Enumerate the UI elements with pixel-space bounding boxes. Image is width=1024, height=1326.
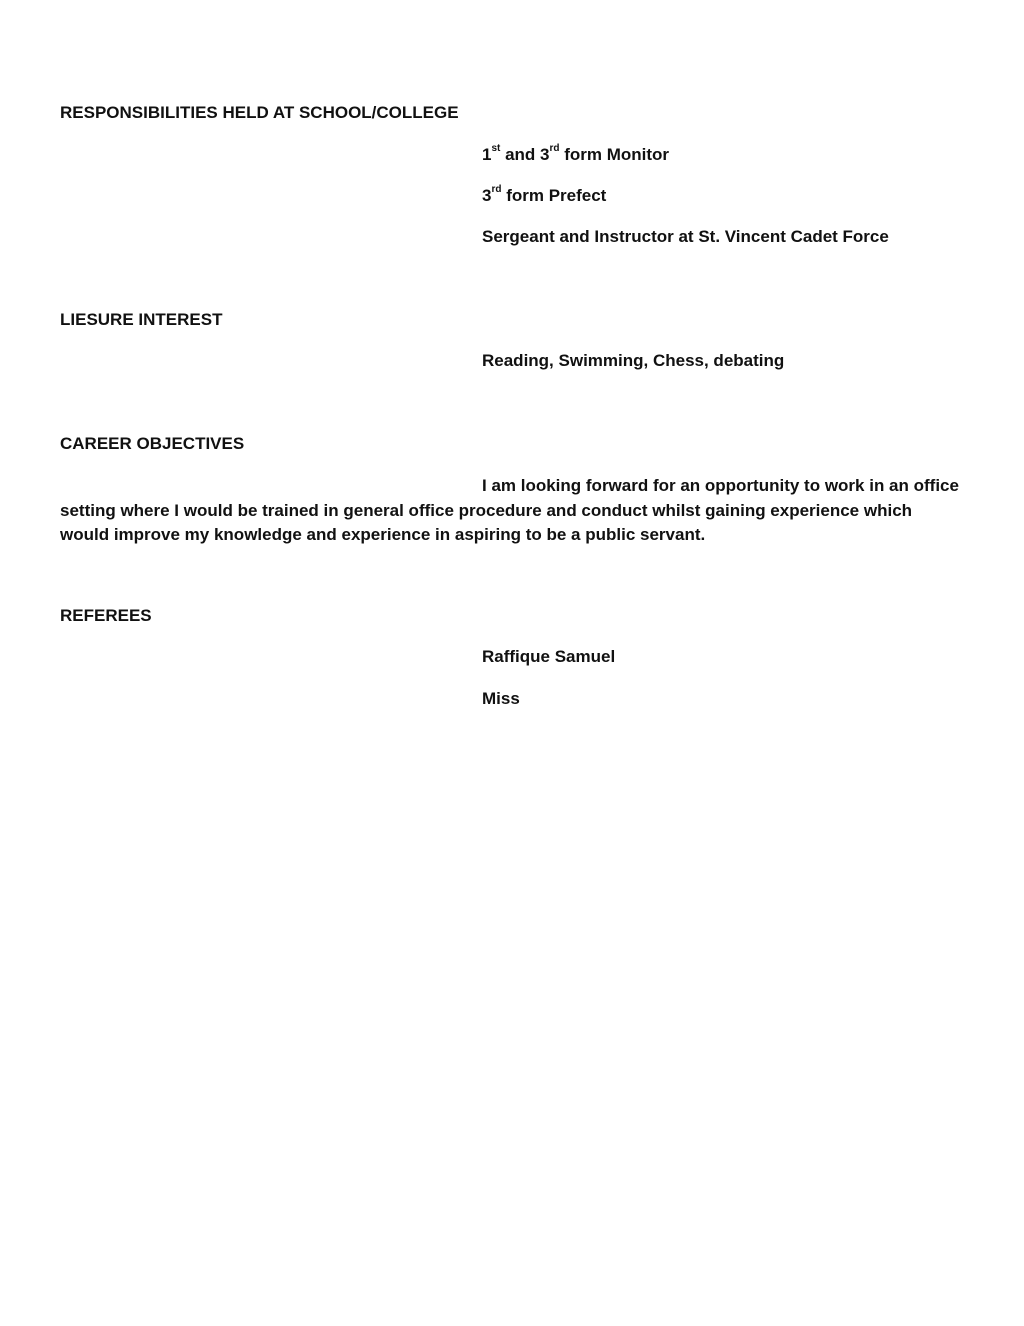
responsibility-cadet: Sergeant and Instructor at St. Vincent Cadet Force [482,227,889,246]
leisure-text: Reading, Swimming, Chess, debating [482,351,785,370]
referee-name: Miss [482,689,520,708]
leisure-heading: LIESURE INTEREST [60,310,223,329]
responsibility-prefect [482,186,606,206]
referees-heading: REFEREES [60,606,152,625]
responsibility-text: form Prefect [501,186,607,205]
career-objective-paragraph: I am looking forward for an opportunity to work in an office setting where I would be trained in general office procedure and conduct whilst gaining experience which would improve my knowledge and experience in aspiring to be a public servant. [60,476,959,544]
ordinal-number: 3 [482,186,492,205]
responsibilities-heading: RESPONSIBILITIES HELD AT SCHOOL/COLLEGE [60,103,459,122]
responsibility-text: form Monitor [559,145,670,164]
ordinal-number: 1 [482,145,492,164]
ordinal-suffix: rd [491,184,502,196]
referee-name: Raffique Samuel [482,647,616,666]
ordinal-text: and 3 [500,145,550,164]
responsibility-monitor [482,145,669,165]
ordinal-suffix: rd [549,143,560,155]
ordinal-suffix: st [491,143,501,155]
career-heading: CAREER OBJECTIVES [60,434,245,453]
